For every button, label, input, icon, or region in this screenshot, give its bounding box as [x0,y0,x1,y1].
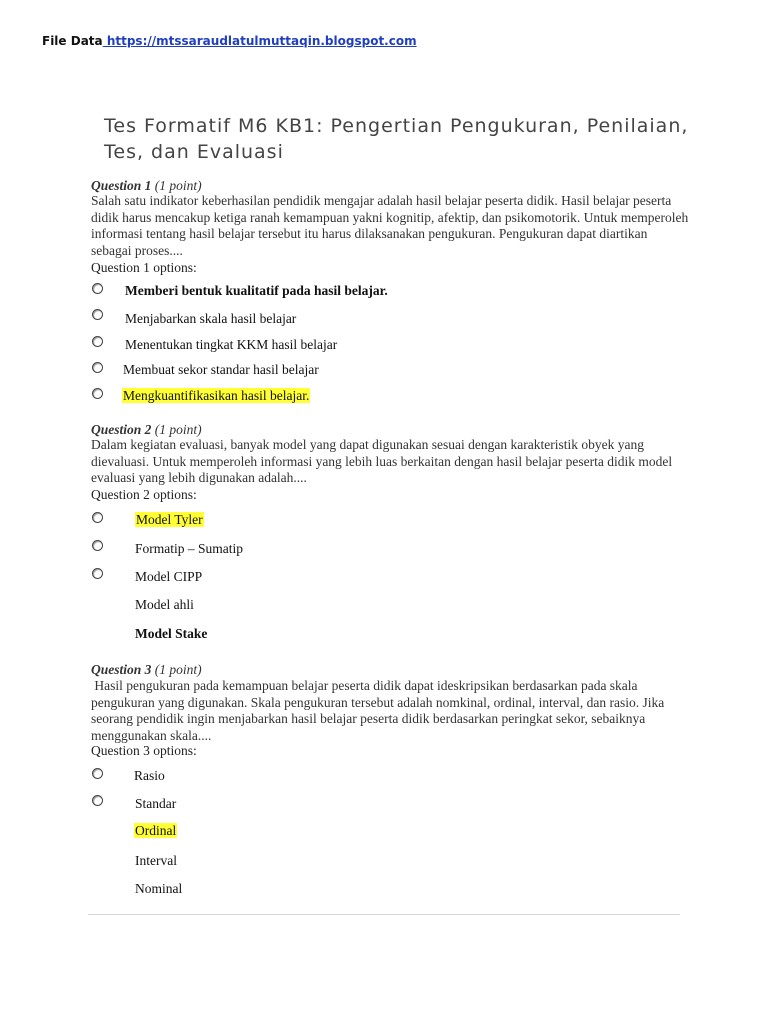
question-3-text: Hasil pengukuran pada kemampuan belajar peserta didik dapat ideskripsikan berdasarkan pada skala pengukuran yang digunakan. Skala pengukuran tersebut adalah nomkinal, ordinal, interval, dan rasio. Jika seorang pendidik ingin menjabarkan hasil belajar peserta didik berdasarkan peringkat sekor, sebaiknya menggunakan skala.... [91,678,668,743]
question-2-options-label: Question 2 options: [91,487,197,502]
question-3-label: Question 3 [91,662,152,677]
question-3-option-3[interactable] [134,823,177,839]
question-3-option-5[interactable]: Nominal [135,881,183,896]
question-2-heading [91,422,202,438]
blog-link[interactable]: https://mtssaraudlatulmuttaqin.blogspot.com [102,34,417,48]
question-1-points: (1 point) [154,178,202,193]
question-2-text: Dalam kegiatan evaluasi, banyak model yang dapat digunakan sesuai dengan karakteristik obyek yang dievaluasi. Untuk memperoleh informasi yang lebih luas berkaitan dengan hasil belajar peserta didik model evaluasi yang lebih digunakan adalah.... [91,437,673,485]
divider [88,914,680,915]
question-1-option-4-radio[interactable] [92,362,103,373]
file-data-header [42,34,417,48]
question-1-option-1-radio[interactable] [92,283,103,294]
question-2-label: Question 2 [91,422,152,437]
question-3-options-label: Question 3 options: [91,743,197,758]
question-3-option-3-highlight: Ordinal [135,823,177,838]
question-3-option-2-radio[interactable] [92,795,103,806]
question-2-option-1[interactable] [135,512,204,528]
question-2-option-4[interactable]: Model ahli [135,597,194,612]
question-1-option-2-radio[interactable] [92,309,103,320]
question-3-option-4[interactable]: Interval [135,853,177,868]
question-3-option-1[interactable]: Rasio [134,768,165,783]
question-2-option-1-highlight: Model Tyler [136,512,203,527]
question-1-option-3[interactable]: Menentukan tingkat KKM hasil belajar [125,337,338,352]
question-1-text: Salah satu indikator keberhasilan pendidik mengajar adalah hasil belajar peserta didik. Hasil belajar peserta didik harus mencakup ketiga ranah kemampuan yakni kognitip, afektip, dan psikomotorik. Untuk memperoleh informasi tentang hasil belajar tersebut itu harus dilaksanakan pengukuran. Pengukuran dapat diartikan sebagai proses.... [91,193,689,258]
question-1-option-2[interactable]: Menjabarkan skala hasil belajar [125,311,297,326]
question-2-option-3[interactable]: Model CIPP [135,569,203,584]
question-2-option-1-radio[interactable] [92,512,103,523]
page-title: Tes Formatif M6 KB1: Pengertian Pengukuran, Penilaian, Tes, dan Evaluasi [104,115,689,163]
file-data-label: File Data [42,34,103,48]
question-2-option-2[interactable]: Formatip – Sumatip [135,541,243,556]
question-1-option-4[interactable]: Membuat sekor standar hasil belajar [123,362,319,377]
question-2-option-2-radio[interactable] [92,540,103,551]
question-3-points: (1 point) [154,662,202,677]
question-1-option-3-radio[interactable] [92,336,103,347]
question-3-option-1-radio[interactable] [92,768,103,779]
question-1-option-1[interactable]: Memberi bentuk kualitatif pada hasil belajar. [125,283,388,298]
question-1-options-label: Question 1 options: [91,260,197,275]
question-1-heading [91,178,202,194]
question-1-label: Question 1 [91,178,152,193]
question-1-option-5[interactable] [122,388,310,404]
question-1-option-5-radio[interactable] [92,388,103,399]
question-1-option-5-highlight: Mengkuantifikasikan hasil belajar. [123,388,310,403]
question-3-option-2[interactable]: Standar [135,796,177,811]
question-2-option-3-radio[interactable] [92,568,103,579]
question-2-option-5[interactable]: Model Stake [135,626,208,641]
question-2-points: (1 point) [154,422,202,437]
question-3-heading [91,662,202,678]
